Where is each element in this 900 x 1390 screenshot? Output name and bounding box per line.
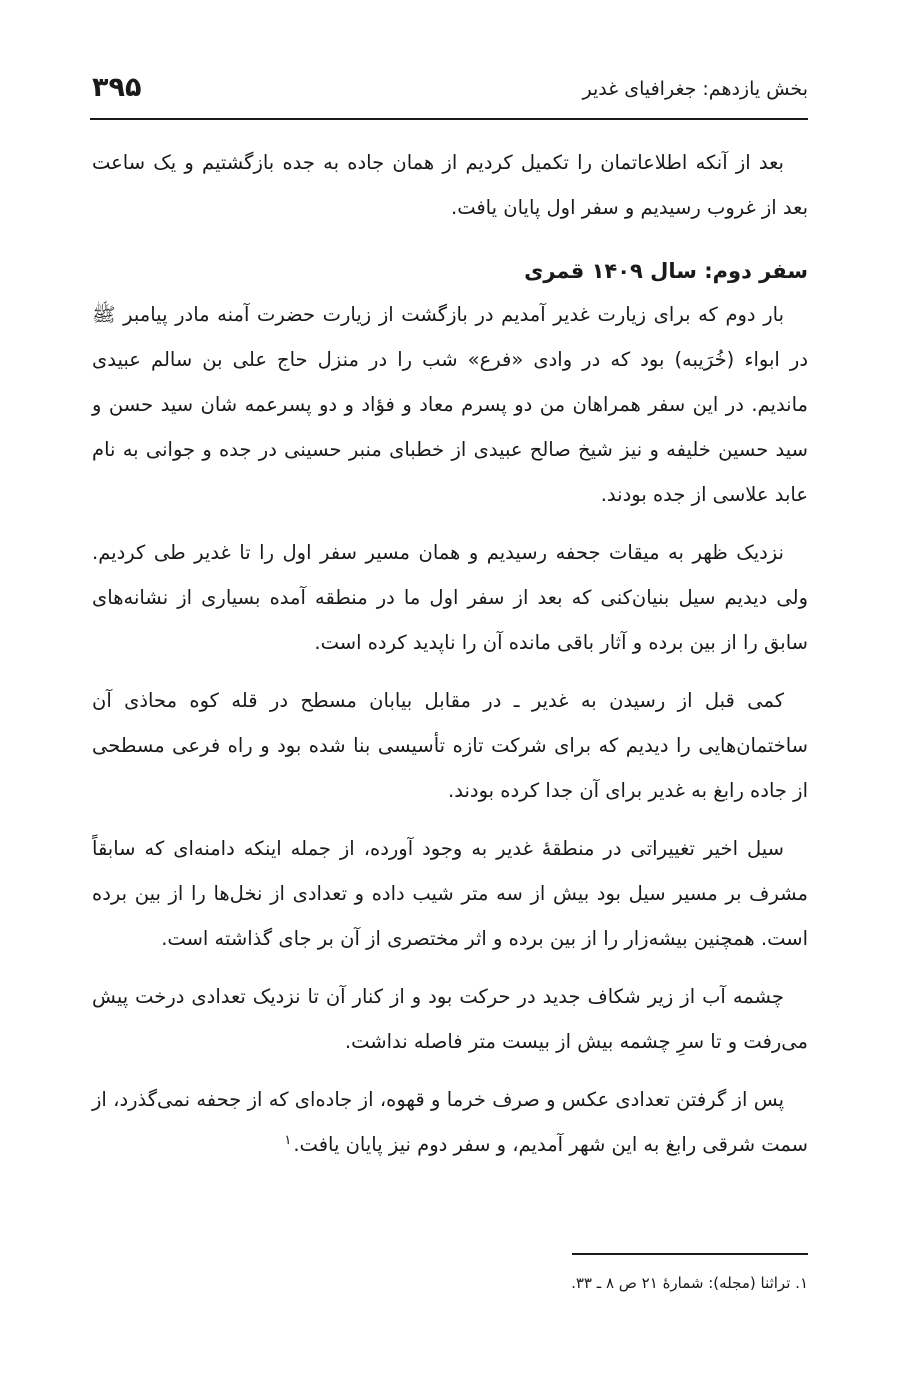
footnote-rule — [572, 1253, 808, 1255]
paragraph-text: پس از گرفتن تعدادی عکس و صرف خرما و قهوه، از جاده‌ای که از جحفه نمی‌گذرد، از سمت شرقی رابغ به این شهر آمدیم، و سفر دوم نیز پایان یافت. — [92, 1088, 808, 1156]
section-heading: سفر دوم: سال ۱۴۰۹ قمری — [524, 259, 808, 283]
paragraph: نزدیک ظهر به میقات جحفه رسیدیم و همان مسیر سفر اول را تا غدیر طی کردیم. ولی دیدیم سیل بنیان‌کنی که بعد از سفر اول ما در منطقه آمده بسیاری از نشانه‌های سابق را از بین برده و آثار باقی مانده آن را ناپدید کرده است. — [92, 541, 808, 654]
footnote-marker[interactable]: ۱ — [284, 1132, 292, 1148]
page-body — [92, 140, 808, 1167]
header-rule — [90, 118, 808, 120]
paragraph: بعد از آنکه اطلاعاتمان را تکمیل کردیم از همان جاده به جده بازگشتیم و یک ساعت بعد از غروب رسیدیم و سفر اول پایان یافت. — [92, 151, 808, 219]
paragraph: چشمه آب از زیر شکاف جدید در حرکت بود و از کنار آن تا نزدیک تعدادی درخت پیش می‌رفت و تا سرِ چشمه بیش از بیست متر فاصله نداشت. — [92, 985, 808, 1053]
paragraph-with-footnote — [92, 1077, 808, 1167]
paragraph: سیل اخیر تغییراتی در منطقهٔ غدیر به وجود آورده، از جمله اینکه دامنه‌ای که سابقاً مشرف بر مسیر سیل بود بیش از سه متر شیب داده و تعدادی از نخل‌ها را از بین برده است. همچنین بیشه‌زار را از بین برده و اثر مختصری از آن بر جای گذاشته است. — [92, 837, 808, 950]
paragraph: کمی قبل از رسیدن به غدیر ـ در مقابل بیابان مسطح در قله کوه محاذی آن ساختمان‌هایی را دیدیم که برای شرکت تازه تأسیسی بنا شده بود و راه فرعی مسطحی از جاده رابغ به غدیر برای آن جدا کرده بودند. — [92, 689, 808, 802]
footnote: ۱. تراثنا (مجله): شمارهٔ ۲۱ ص ۸ ـ ۳۳. — [571, 1274, 808, 1292]
paragraph: بار دوم که برای زیارت غدیر آمدیم در بازگشت از زیارت حضرت آمنه مادر پیامبر ﷺ در ابواء (خُرَیبه) بود که در وادی «فرع» شب را در منزل حاج علی بن سالم عبیدی ماندیم. در این سفر همراهان من دو پسرم معاد و فؤاد و دو پسرعمه شان سید حسن و سید حسین خلیفه و نیز شیخ صالح عبیدی از خطبای منبر حسینی در جده و جوانی به نام عابد علاسی از جده بودند. — [92, 303, 808, 506]
running-title: بخش یازدهم: جغرافیای غدیر — [582, 78, 808, 100]
page-number: ۳۹۵ — [92, 72, 142, 103]
